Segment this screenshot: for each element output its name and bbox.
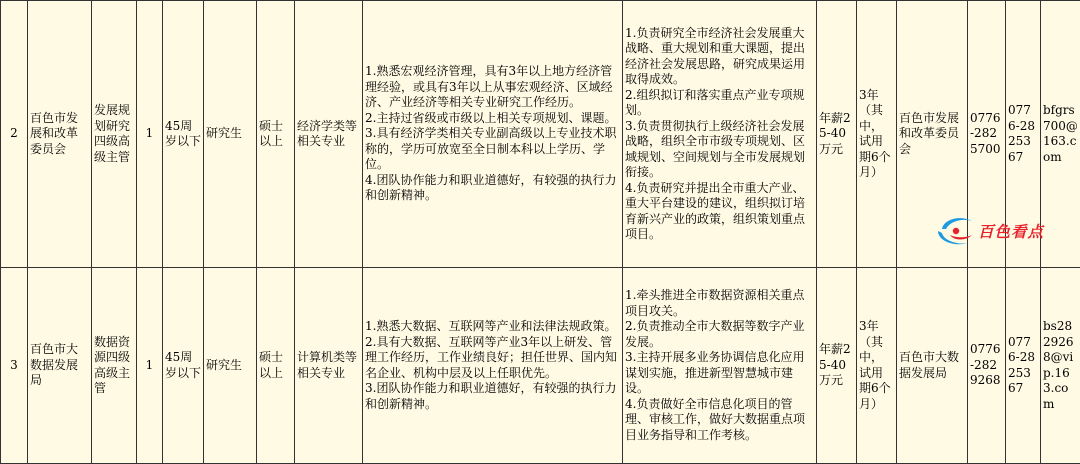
requirements-cell — [363, 1, 623, 268]
position-count: 1 — [137, 268, 163, 464]
requirement-item: 3.团队协作能力和职业道德好，有较强的执行力和创新精神。 — [365, 381, 620, 412]
unit-name: 百色市发展和改革委员会 — [28, 1, 92, 268]
duty-item: 4.负责研究并提出全市重大产业、重大平台建设的建议，组织拟订培育新兴产业的政策，组织策划重点项目。 — [625, 181, 814, 243]
duties-cell — [623, 1, 817, 268]
salary: 年薪25-40万元 — [817, 1, 857, 268]
age-limit: 45周岁以下 — [163, 268, 204, 464]
degree: 硕士以上 — [257, 1, 295, 268]
education: 研究生 — [204, 268, 257, 464]
duty-item: 3.负责贯彻执行上级经济社会发展战略，组织全市市级专项规划、区域规划、空间规划与全市发展规划衔接。 — [625, 119, 814, 181]
contract-term: 3年（其中，试用期6个月） — [857, 268, 897, 464]
requirement-item: 1.熟悉大数据、互联网等产业和法律法规政策。 — [365, 319, 620, 335]
table-row — [1, 1, 1080, 268]
major: 计算机类等相关专业 — [295, 268, 363, 464]
requirement-item: 2.具有大数据、互联网等产业3年以上研发、管理工作经历，工作业绩良好；担任世界、国内知名企业、机构中层及以上任职优先。 — [365, 335, 620, 382]
salary: 年薪25-40万元 — [817, 268, 857, 464]
duty-item: 2.组织拟订和落实重点产业专项规划。 — [625, 88, 814, 119]
requirement-item: 2.主持过省级或市级以上相关专项规划、课题。 — [365, 111, 620, 127]
phone-number: 0776-2825700 — [968, 1, 1006, 268]
position-name: 发展规划研究四级高级主管 — [92, 1, 137, 268]
employer-dept: 百色市发展和改革委员会 — [897, 1, 968, 268]
major: 经济学类等相关专业 — [295, 1, 363, 268]
phone-number: 0776-2825367 — [1006, 1, 1041, 268]
requirement-item: 4.团队协作能力和职业道德好，有较强的执行力和创新精神。 — [365, 173, 620, 204]
duty-item: 3.主持开展多业务协调信息化应用谋划实施，推进新型智慧城市建设。 — [625, 350, 814, 397]
watermark-text: 百色看点 — [978, 220, 1044, 242]
degree: 硕士以上 — [257, 268, 295, 464]
duty-item: 2.负责推动全市大数据等数字产业发展。 — [625, 319, 814, 350]
employer-dept: 百色市大数据发展局 — [897, 268, 968, 464]
duty-item: 4.负责做好全市信息化项目的管理、审核工作，做好大数据重点项目业务指导和工作考核。 — [625, 397, 814, 444]
requirement-item: 1.熟悉宏观经济管理，具有3年以上地方经济管理经验，或具有3年以上从事宏观经济、区域经济、产业经济等相关专业研究工作经历。 — [365, 64, 620, 111]
position-name: 数据资源四级高级主管 — [92, 268, 137, 464]
table-row — [1, 268, 1080, 464]
age-limit: 45周岁以下 — [163, 1, 204, 268]
duties-cell — [623, 268, 817, 464]
email-address: bfgrs700@163.com — [1041, 1, 1080, 268]
requirements-cell — [363, 268, 623, 464]
watermark — [932, 210, 1080, 252]
email-address: bs2829268@vip.163.com — [1041, 268, 1080, 464]
contract-term: 3年（其中，试用期6个月） — [857, 1, 897, 268]
duty-item: 1.负责研究全市经济社会发展重大战略、重大规划和重大课题，提出经济社会发展思路，研究成果运用取得成效。 — [625, 26, 814, 88]
position-count: 1 — [137, 1, 163, 268]
requirement-item: 3.具有经济学类相关专业副高级以上专业技术职称的，学历可放宽至全日制本科以上学历、学位。 — [365, 126, 620, 173]
row-number: 2 — [1, 1, 28, 268]
unit-name: 百色市大数据发展局 — [28, 268, 92, 464]
education: 研究生 — [204, 1, 257, 268]
duty-item: 1.牵头推进全市数据资源相关重点项目攻关。 — [625, 288, 814, 319]
phone-number: 0776-2825367 — [1006, 268, 1041, 464]
row-number: 3 — [1, 268, 28, 464]
phone-number: 0776-2829268 — [968, 268, 1006, 464]
